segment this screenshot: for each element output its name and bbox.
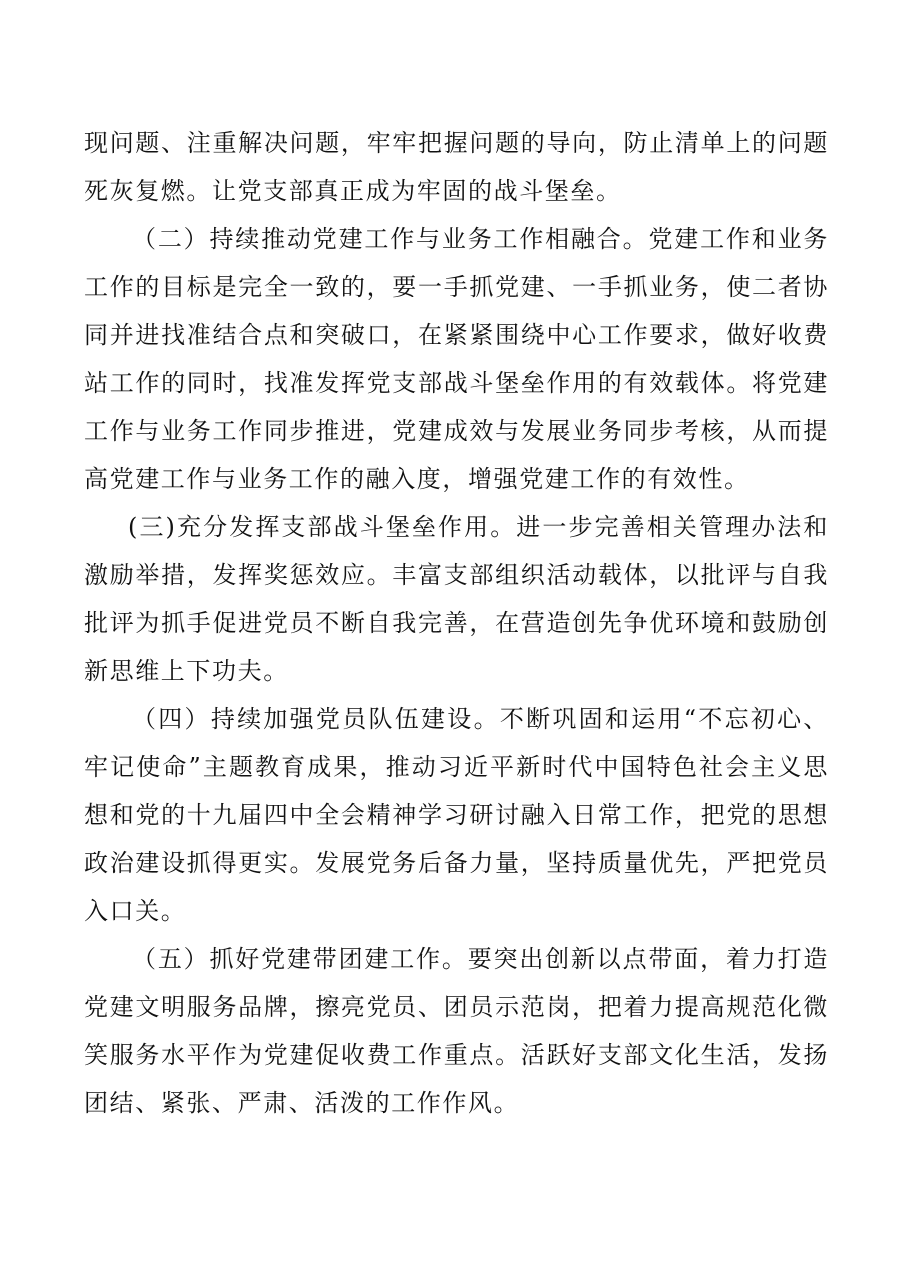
document-body	[84, 119, 829, 1127]
paragraph-section-5: （五）抓好党建带团建工作。要突出创新以点带面，着力打造党建文明服务品牌，擦亮党员、团员示范岗，把着力提高规范化微笑服务水平作为党建促收费工作重点。活跃好支部文化生活，发扬团结、紧张、严肃、活泼的工作作风。	[84, 945, 829, 1117]
paragraph-section-3: (三)充分发挥支部战斗堡垒作用。进一步完善相关管理办法和激励举措，发挥奖惩效应。丰富支部组织活动载体，以批评与自我批评为抓手促进党员不断自我完善，在营造创先争优环境和鼓励创新思维上下功夫。	[84, 513, 829, 685]
paragraph-continuation: 现问题、注重解决问题，牢牢把握问题的导向，防止清单上的问题死灰复燃。让党支部真正成为牢固的战斗堡垒。	[84, 129, 829, 205]
paragraph-section-4: （四）持续加强党员队伍建设。不断巩固和运用“不忘初心、牢记使命”主题教育成果，推动习近平新时代中国特色社会主义思想和党的十九届四中全会精神学习研讨融入日常工作，把党的思想政治建设抓得更实。发展党务后备力量，坚持质量优先，严把党员入口关。	[84, 705, 829, 925]
paragraph-section-2: （二）持续推动党建工作与业务工作相融合。党建工作和业务工作的目标是完全一致的，要一手抓党建、一手抓业务，使二者协同并进找准结合点和突破口，在紧紧围绕中心工作要求，做好收费站工作的同时，找准发挥党支部战斗堡垒作用的有效载体。将党建工作与业务工作同步推进，党建成效与发展业务同步考核，从而提高党建工作与业务工作的融入度，增强党建工作的有效性。	[84, 225, 829, 493]
